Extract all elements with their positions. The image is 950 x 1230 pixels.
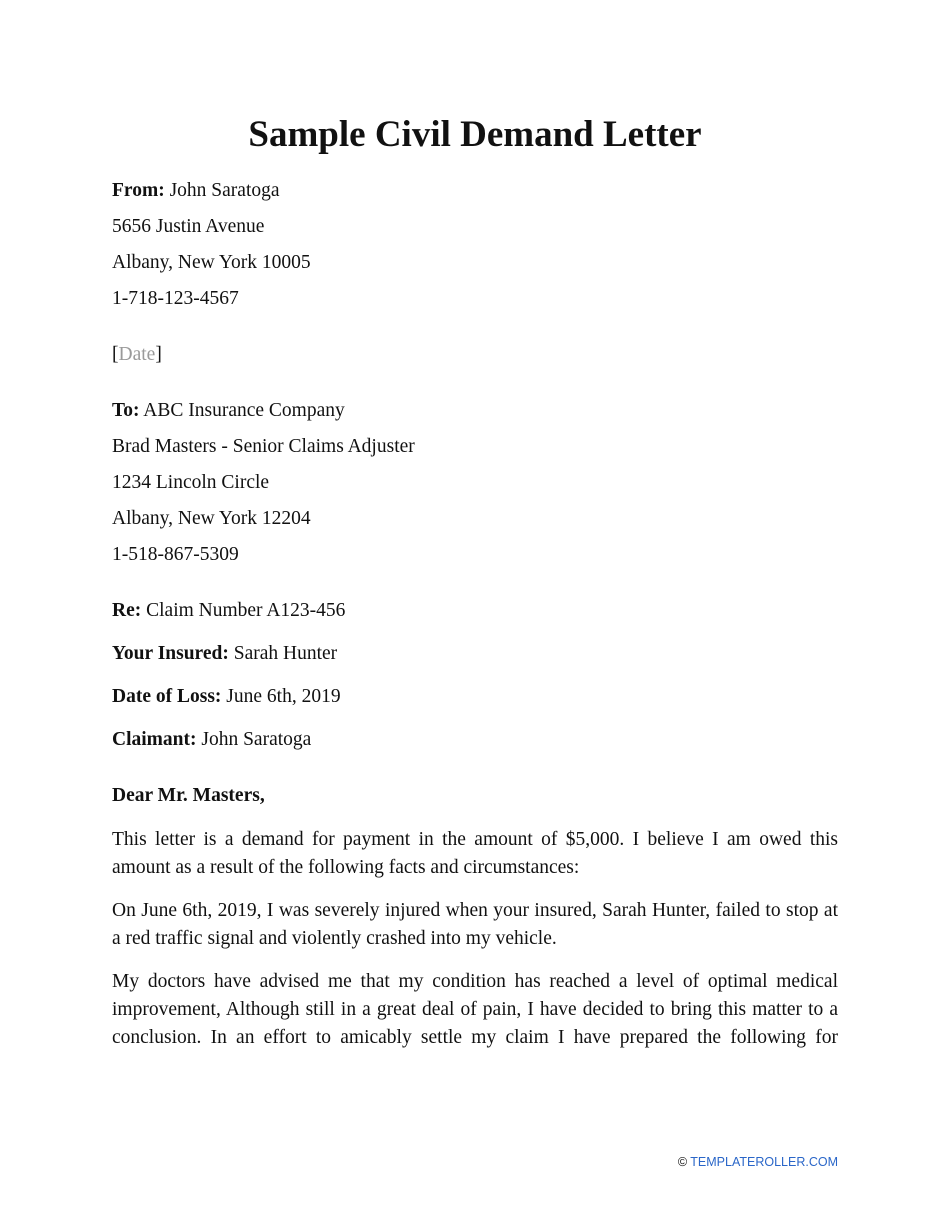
recipient-company-line [112, 399, 345, 423]
date-field [112, 343, 162, 367]
reference-insured-line [112, 642, 337, 666]
templateroller-link[interactable]: TEMPLATEROLLER.COM [690, 1155, 838, 1169]
reference-loss-date: June 6th, 2019 [226, 686, 341, 707]
reference-loss-label: Date of Loss: [112, 686, 222, 707]
reference-claim-number: Claim Number A123-456 [146, 600, 346, 621]
sender-phone: 1-718-123-4567 [112, 288, 239, 309]
recipient-address1: 1234 Lincoln Circle [112, 472, 270, 493]
reference-claimant-label: Claimant: [112, 729, 197, 750]
date-bracket-open: [ [112, 344, 119, 365]
sender-name: John Saratoga [169, 180, 280, 201]
reference-claim-line [112, 599, 345, 623]
recipient-company: ABC Insurance Company [143, 400, 345, 421]
reference-claimant-name: John Saratoga [201, 729, 312, 750]
copyright-symbol: © [677, 1155, 688, 1169]
recipient-contact: Brad Masters - Senior Claims Adjuster [112, 436, 415, 457]
sender-address1: 5656 Justin Avenue [112, 216, 265, 237]
page-title: Sample Civil Demand Letter [248, 114, 702, 155]
reference-claimant-line [112, 728, 311, 752]
reference-insured-name: Sarah Hunter [233, 643, 338, 664]
date-placeholder: Date [118, 344, 156, 365]
sender-name-line [112, 179, 280, 203]
recipient-label: To: [112, 400, 140, 421]
reference-insured-label: Your Insured: [112, 643, 229, 664]
reference-loss-line [112, 685, 341, 709]
footer-credit[interactable] [678, 1154, 838, 1170]
salutation [112, 784, 265, 808]
body-paragraph-1: This letter is a demand for payment in the amount of $5,000. I believe I am owed this amount as a result of the following facts and circumstances: [112, 829, 838, 878]
body-paragraph-2: On June 6th, 2019, I was severely injured when your insured, Sarah Hunter, failed to stop at a red traffic signal and violently crashed into my vehicle. [112, 900, 838, 949]
reference-re-label: Re: [112, 600, 142, 621]
recipient-phone: 1-518-867-5309 [112, 544, 239, 565]
salutation-text: Dear Mr. Masters, [112, 785, 265, 806]
sender-address2: Albany, New York 10005 [112, 252, 311, 273]
date-bracket-close: ] [155, 344, 162, 365]
sender-label: From: [112, 180, 165, 201]
recipient-address2: Albany, New York 12204 [112, 508, 311, 529]
body-paragraph-3: My doctors have advised me that my condition has reached a level of optimal medical improvement, Although still in a great deal of pain, I have decided to bring this matter to a conclusion. In an effort to amicably settle my claim I have prepared the following for [112, 971, 838, 1048]
